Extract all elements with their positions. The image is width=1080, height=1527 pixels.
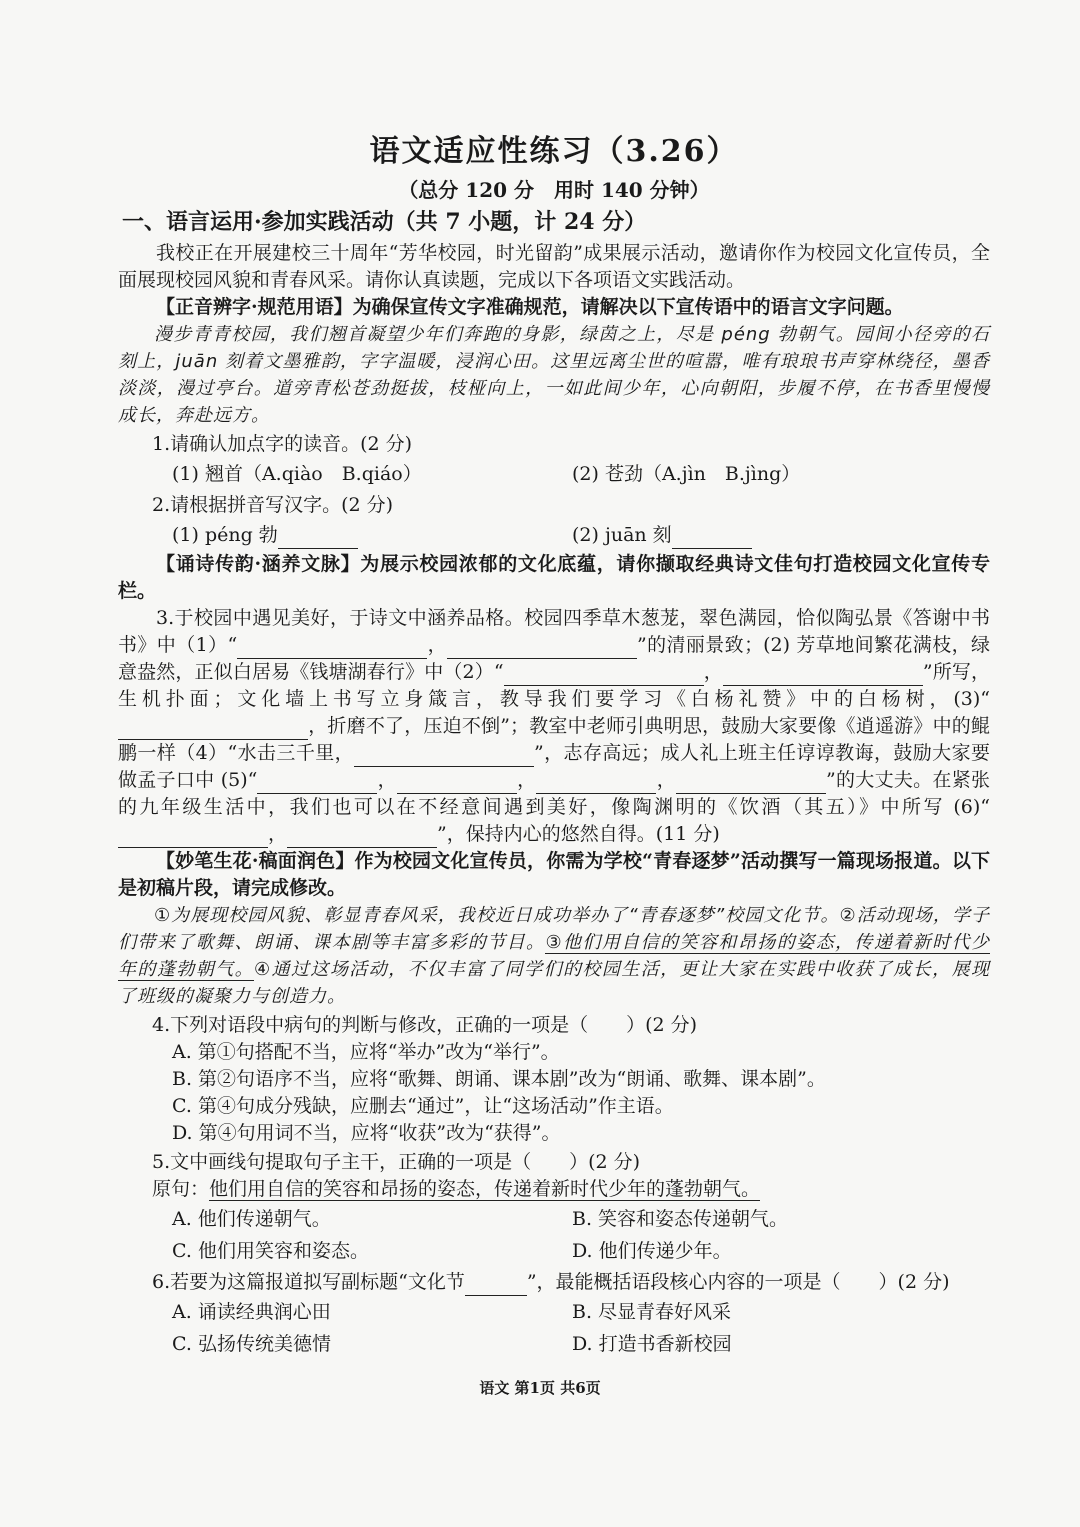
part3-heading: 【妙笔生花·稿面润色】作为校园文化宣传员，你需为学校“青春逐梦”活动撰写一篇现场报道。以下是初稿片段，请完成修改。 bbox=[118, 850, 990, 899]
draft-sentence-4: ④通过这场活动，不仅丰富了同学们的校园生活，更让大家在实践中收获了成长，展现了班级的凝聚力与创造力。 bbox=[118, 959, 990, 1007]
q5-options-row-1 bbox=[172, 1203, 990, 1235]
q3-blank-5d[interactable] bbox=[676, 773, 826, 794]
q6-stem-b: ”，最能概括语段核心内容的一项是（ ）(2 分) bbox=[526, 1271, 950, 1293]
q4-option-b[interactable]: B. 第②句语序不当，应将“歌舞、朗诵、课本剧”改为“朗诵、歌舞、课本剧”。 bbox=[172, 1068, 826, 1090]
page-footer: 语文 第1页 共6页 bbox=[479, 1379, 601, 1397]
q1-option-2: (2) 苍劲（A.jìn B.jìng） bbox=[572, 462, 801, 485]
q2-items bbox=[172, 519, 990, 551]
q3-seg: ，折磨不了，压迫不倒”；教室中老师引典明思，鼓励大家要像《逍遥游》中的鲲鹏一样（4）“水击三千里， bbox=[118, 715, 990, 764]
q6-options-row-1 bbox=[172, 1296, 990, 1328]
q3-seg: ， bbox=[427, 634, 447, 656]
q5-option-d[interactable]: D. 他们传递少年。 bbox=[572, 1239, 732, 1262]
q3-blank-5b[interactable] bbox=[397, 773, 517, 794]
q2-blank-2[interactable] bbox=[672, 528, 752, 549]
q3-blank-4[interactable] bbox=[354, 746, 534, 767]
q3-blank-2a[interactable] bbox=[504, 665, 704, 686]
q6-option-c[interactable]: C. 弘扬传统美德情 bbox=[172, 1332, 331, 1355]
q3-seg: ”，保持内心的悠然自得。(11 分) bbox=[437, 823, 720, 845]
q3-seg: ， bbox=[703, 661, 723, 683]
q3-seg: ， bbox=[377, 769, 397, 791]
q5-stem: 5.文中画线句提取句子主干，正确的一项是（ ）(2 分) bbox=[152, 1151, 641, 1173]
section-heading: 一、语言运用·参加实践活动（共 7 小题，计 24 分） bbox=[122, 209, 647, 235]
q5-options-row-2 bbox=[172, 1235, 990, 1267]
q3-blank-2b[interactable] bbox=[723, 665, 923, 686]
q6-stem-a: 6.若要为这篇报道拟写副标题“文化节 bbox=[152, 1271, 465, 1293]
q3-blank-5c[interactable] bbox=[536, 773, 656, 794]
q6-option-d[interactable]: D. 打造书香新校园 bbox=[572, 1332, 732, 1355]
q1-options bbox=[172, 458, 990, 490]
q3-blank-3[interactable] bbox=[118, 719, 308, 740]
q5-original bbox=[152, 1176, 990, 1203]
draft-underlined-sentence: ③他们用自信的笑容和昂扬的姿态，传递着新时代少年的蓬勃朝气。 bbox=[118, 932, 991, 980]
part2-heading: 【诵诗传韵·涵养文脉】为展示校园浓郁的文化底蕴，请你撷取经典诗文佳句打造校园文化宣传专栏。 bbox=[118, 553, 990, 602]
q3-seg: ， bbox=[516, 769, 537, 791]
q3-seg: ， bbox=[268, 823, 288, 845]
q6-blank[interactable] bbox=[465, 1275, 527, 1296]
q3-seg: ， bbox=[656, 769, 677, 791]
q3-blank-6a[interactable] bbox=[118, 827, 268, 848]
q4-option-a[interactable]: A. 第①句搭配不当，应将“举办”改为“举行”。 bbox=[172, 1041, 560, 1063]
part1-passage: 漫步青青校园，我们翘首凝望少年们奔跑的身影，绿茵之上，尽是 péng 勃朝气。园间小径旁的石刻上，juān 刻着文墨雅韵，字字温暖，浸润心田。这里远离尘世的喧嚣，唯有琅琅书声穿林绕径，墨香淡淡，漫过亭台。道旁青松苍劲挺拔，枝桠向上，一如此间少年，心向朝阳，步履不停，在书香里慢慢成长，奔赴远方。 bbox=[118, 324, 990, 426]
q3-seg: 3.于校园中遇见美好，于诗文中涵养品格。校园四季草木葱茏，翠色满园，恰似陶弘景《答谢中书书》中（1）“ bbox=[118, 607, 990, 656]
q6-options-row-2 bbox=[172, 1328, 990, 1360]
q4-options bbox=[172, 1039, 990, 1147]
q3-seg: ”的大丈夫。在紧张的九年级生活中，我们也可以在不经意间遇到美好，像陶渊明的《饮酒（其五）》中所写 (6)“ bbox=[118, 769, 990, 818]
q5-original-label: 原句： bbox=[152, 1178, 210, 1200]
page-subtitle: （总分 120 分 用时 140 分钟） bbox=[398, 178, 710, 202]
page-title: 语文适应性练习（3.26） bbox=[369, 134, 739, 169]
q3-blank-1b[interactable] bbox=[447, 638, 637, 659]
q3-blank-5a[interactable] bbox=[257, 773, 377, 794]
q5-option-a[interactable]: A. 他们传递朝气。 bbox=[172, 1207, 331, 1230]
part1-heading: 【正音辨字·规范用语】为确保宣传文字准确规范，请解决以下宣传语中的语言文字问题。 bbox=[156, 296, 904, 318]
section-intro: 我校正在开展建校三十周年“芳华校园，时光留韵”成果展示活动，邀请你作为校园文化宣传员，全面展现校园风貌和青春风采。请你认真读题，完成以下各项语文实践活动。 bbox=[118, 242, 990, 291]
q2-item-1 bbox=[172, 522, 572, 549]
q2-item-2 bbox=[572, 522, 972, 549]
q3-blank-6b[interactable] bbox=[287, 827, 437, 848]
q2-blank-1[interactable] bbox=[278, 528, 358, 549]
draft-paragraph bbox=[118, 902, 990, 1010]
q3-seg: ”所写，生机扑面；文化墙上书写立身箴言，教导我们要学习《白杨礼赞》中的白杨树，(3)“ bbox=[118, 661, 990, 710]
q2-stem: 2.请根据拼音写汉字。(2 分) bbox=[152, 494, 394, 516]
q3-blank-1a[interactable] bbox=[237, 638, 427, 659]
q5-original-sentence: 他们用自信的笑容和昂扬的姿态，传递着新时代少年的蓬勃朝气。 bbox=[209, 1178, 761, 1200]
q4-option-d[interactable]: D. 第④句用词不当，应将“收获”改为“获得”。 bbox=[172, 1122, 561, 1144]
q4-option-c[interactable]: C. 第④句成分残缺，应删去“通过”，让“这场活动”作主语。 bbox=[172, 1095, 674, 1117]
q1-option-1: (1) 翘首（A.qiào B.qiáo） bbox=[172, 462, 422, 485]
exam-page bbox=[118, 132, 990, 1360]
q1-stem: 1.请确认加点字的读音。(2 分) bbox=[152, 433, 413, 455]
q6-option-b[interactable]: B. 尽显青春好风采 bbox=[572, 1300, 732, 1323]
q3-seg: ”的清丽景致；(2) 芳草地间繁花满枝，绿意盎然，正似白居易《钱塘湖春行》中（2）“ bbox=[118, 634, 990, 683]
q3-seg: ”，志存高远；成人礼上班主任谆谆教诲，鼓励大家要做孟子口中 (5)“ bbox=[118, 742, 990, 791]
q6-option-a[interactable]: A. 诵读经典润心田 bbox=[172, 1300, 331, 1323]
q6-stem bbox=[152, 1269, 990, 1296]
q2-item-2-label: (2) juān 刻 bbox=[572, 523, 672, 546]
q3-text bbox=[118, 605, 990, 848]
q4-stem: 4.下列对语段中病句的判断与修改，正确的一项是（ ）(2 分) bbox=[152, 1014, 698, 1036]
draft-sentence-1-2: ①为展现校园风貌、彰显青春风采，我校近日成功举办了“青春逐梦”校园文化节。②活动现场，学子们带来了歌舞、朗诵、课本剧等丰富多彩的节目。 bbox=[118, 905, 990, 953]
q5-option-c[interactable]: C. 他们用笑容和姿态。 bbox=[172, 1239, 369, 1262]
q5-option-b[interactable]: B. 笑容和姿态传递朝气。 bbox=[572, 1207, 789, 1230]
q2-item-1-label: (1) péng 勃 bbox=[172, 523, 278, 546]
